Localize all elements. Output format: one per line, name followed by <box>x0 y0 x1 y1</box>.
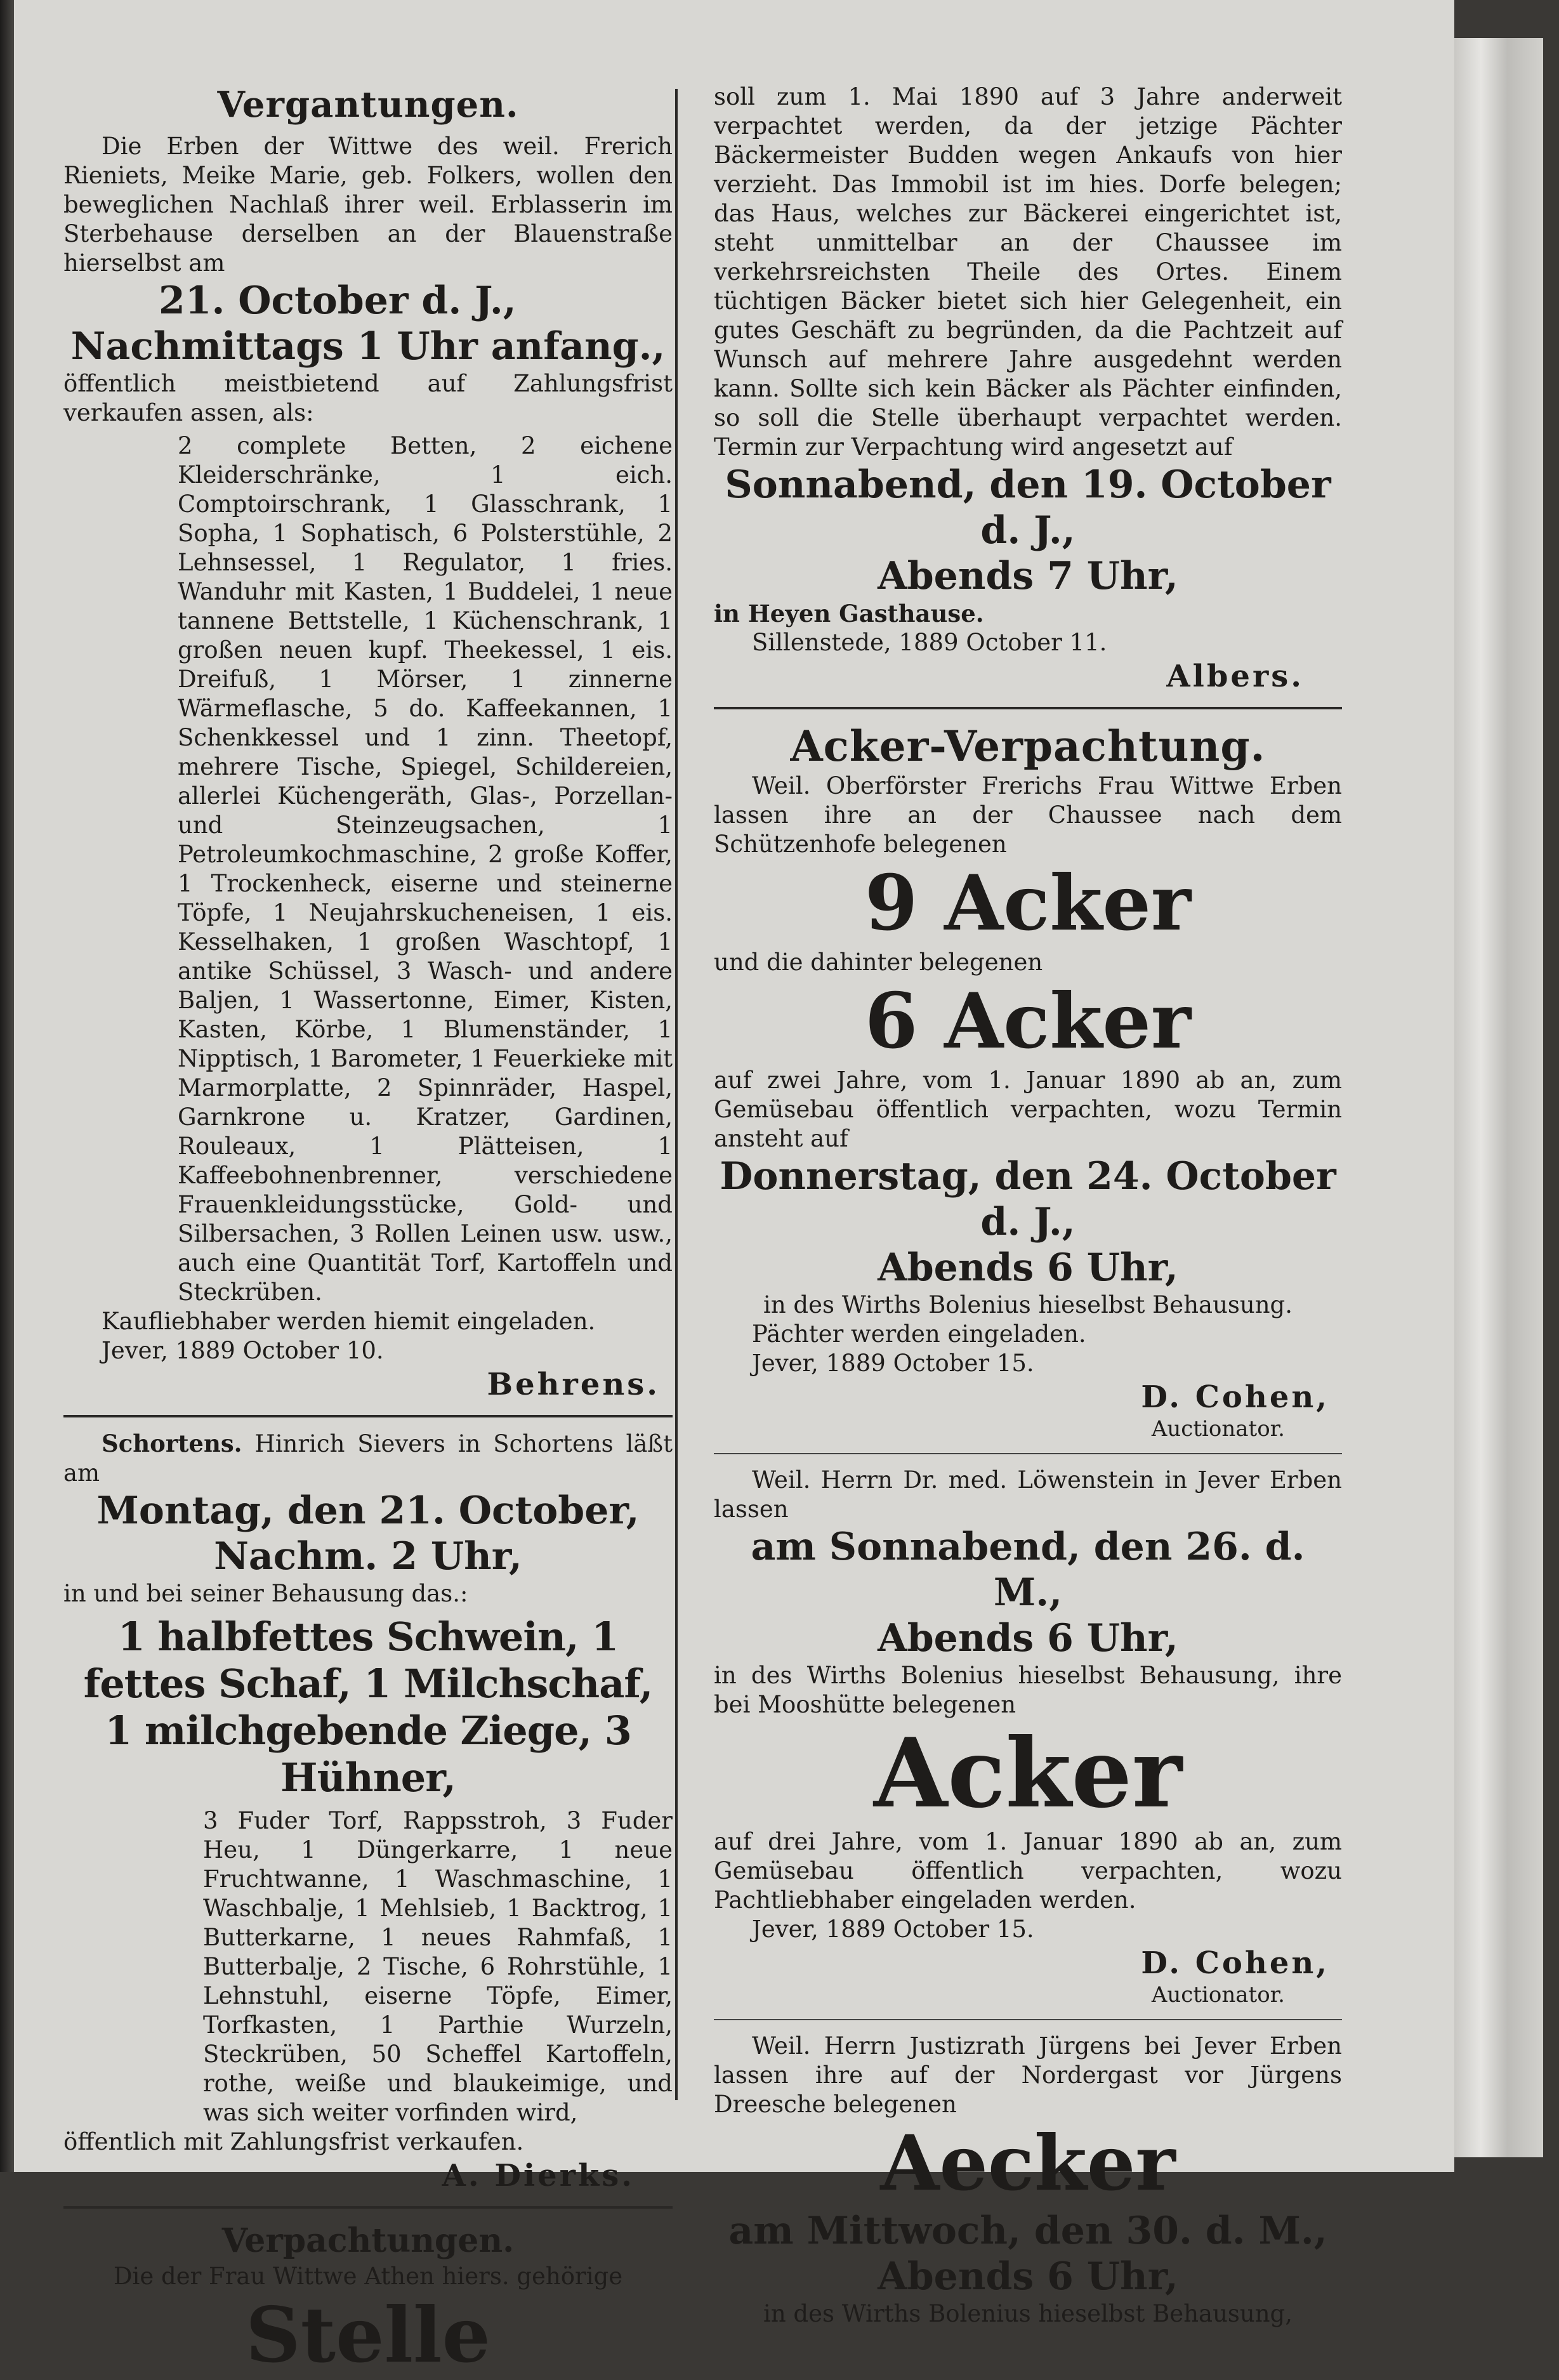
ad-signature: D. Cohen, <box>1141 1379 1329 1415</box>
ad-terms: auf drei Jahre, vom 1. Januar 1890 ab an, zum Gemüsebau öffentlich verpachten, wozu Pachtliebhaber eingeladen werden. <box>714 1828 1342 1914</box>
ad-headline: 1 halbfettes Schwein, 1 fettes Schaf, 1 Milchschaf, 1 milchgebende Ziege, 3 Hühner, <box>83 1614 653 1801</box>
ad-intro: Die Erben der Wittwe des weil. Frerich Rieniets, Meike Marie, geb. Folkers, wollen den beweglichen Nachlaß ihrer weil. Erblasserin im Sterbehause derselben an der Blauenstraße hierselbst am <box>63 133 673 277</box>
ad-signature: Albers. <box>1166 659 1304 694</box>
ad-vergantungen <box>63 82 673 1404</box>
left-column <box>63 82 673 2380</box>
ad-time: Abends 7 Uhr, <box>878 554 1178 598</box>
right-column <box>714 82 1342 2329</box>
ad-terms: auf zwei Jahre, vom 1. Januar 1890 ab an, zum Gemüsebau öffentlich verpachten, wozu Termin ansteht auf <box>714 1067 1342 1152</box>
ad-big-acker-6: 6 Acker <box>864 976 1192 1066</box>
ad-schortens <box>63 1429 673 2195</box>
ad-place-date: Sillenstede, 1889 October 11. <box>752 629 1107 656</box>
ad-signature: A. Dierks. <box>442 2158 635 2193</box>
ad-text: soll zum 1. Mai 1890 auf 3 Jahre anderweit verpachtet werden, da der jetzige Pächter Bäckermeister Budden wegen Ankaufs von hier verzieht. Das Immobil ist im hies. Dorfe belegen; das Haus, welches zur Bäckerei eingerichtet ist, steht unmittelbar an der Chaussee im verkehrsreichsten Theile des Ortes. Einem tüchtigen Bäcker bietet sich hier Gelegenheit, ein gutes Geschäft zu begründen, da die Pachtzeit auf Wunsch auf mehrere Jahre ausgedehnt werden kann. Sollte sich kein Bäcker als Pächter einfinden, so soll die Stelle überhaupt verpachtet werden. Termin zur Verpachtung wird angesetzt auf <box>714 83 1342 461</box>
ad-invite: Kaufliebhaber werden hiemit eingeladen. <box>102 1308 596 1335</box>
ad-date: am Mittwoch, den 30. d. M., <box>728 2209 1327 2253</box>
ad-time: Nachmittags 1 Uhr anfang., <box>70 324 666 369</box>
column-divider <box>675 89 678 2100</box>
ad-juergens <box>714 2032 1342 2329</box>
ad-intro: Hinrich Sievers in Schortens läßt am <box>63 1430 673 1487</box>
page-edge <box>1454 38 1543 2157</box>
ad-intro: Weil. Oberförster Frerichs Frau Wittwe Erben lassen ihre an der Chaussee nach dem Schützenhofe belegenen <box>714 772 1342 858</box>
ad-divider <box>63 1415 673 1417</box>
ad-invite: Pächter werden eingeladen. <box>752 1320 1086 1348</box>
ad-acker-verpachtung <box>714 721 1342 1442</box>
ad-sig-title: Auctionator. <box>1151 1416 1285 1442</box>
ad-date: Sonnabend, den 19. October d. J., <box>725 463 1331 553</box>
ad-date: am Sonnabend, den 26. d. M., <box>751 1525 1305 1615</box>
ad-heading: Vergantungen. <box>217 84 519 126</box>
ad-headline: Stelle <box>246 2291 490 2380</box>
ad-place-date: Jever, 1889 October 10. <box>102 1337 384 1364</box>
ad-signature: D. Cohen, <box>1141 1945 1329 1981</box>
ad-date: Montag, den 21. October, <box>96 1489 640 1533</box>
ad-heading: Acker-Verpachtung. <box>790 721 1266 771</box>
ad-place: Schortens. <box>102 1430 242 1457</box>
ad-divider <box>714 2019 1342 2020</box>
ad-items: 3 Fuder Torf, Rappsstroh, 3 Fuder Heu, 1 Düngerkarre, 1 neue Fruchtwanne, 1 Waschmaschine, 1 Waschbalje, 1 Mehlsieb, 1 Backtrog, 1 Butterkarne, 1 neues Rahmfaß, 1 Butterbalje, 2 Tische, 6 Rohrstühle, 1 Lehnstuhl, eiserne Töpfe, Eimer, Torfkasten, 1 Parthie Wurzeln, Steckrüben, 50 Scheffel Kartoffeln, rothe, weiße und blaukeimige, und was sich weiter vorfinden wird, <box>203 1807 673 2126</box>
ad-items: 2 complete Betten, 2 eichene Kleiderschränke, 1 eich. Comptoirschrank, 1 Glasschrank, 1 Sopha, 1 Sophatisch, 6 Polsterstühle, 2 Lehnsessel, 1 Regulator, 1 fries. Wanduhr mit Kasten, 1 Buddelei, 1 neue tannene Bettstelle, 1 Küchenschrank, 1 großen neuen kupf. Theekessel, 1 eis. Dreifuß, 1 Mörser, 1 zinnerne Wärmeflasche, 5 do. Kaffeekannen, 1 Schenkkessel und 1 zinn. Theetopf, mehrere Tische, Spiegel, Schildereien, allerlei Küchengeräth, Glas-, Porzellan- und Steinzeugsachen, 1 Petroleumkochmaschine, 2 große Koffer, 1 Trockenheck, eiserne und steinerne Töpfe, 1 Neujahrskucheneisen, 1 eis. Kesselhaken, 1 großen Waschtopf, 1 antike Schüssel, 3 Wasch- und andere Baljen, 1 Wassertonne, Eimer, Kisten, Kasten, Körbe, 1 Blumenständer, 1 Nipptisch, 1 Barometer, 1 Feuerkieke mit Marmorplatte, 2 Spinnräder, Haspel, Garnkrone u. Kratzer, Gardinen, Rouleaux, 1 Plätteisen, 1 Kaffeebohnenbrenner, verschiedene Frauenkleidungsstücke, Gold- und Silbersachen, 3 Rollen Leinen usw. usw., auch eine Quantität Torf, Kartoffeln und Steckrüben. <box>178 432 673 1306</box>
ad-place-date: Jever, 1889 October 15. <box>752 1916 1034 1943</box>
ad-date: 21. October d. J., <box>159 279 516 323</box>
ad-time: Abends 6 Uhr, <box>878 1616 1178 1660</box>
ad-location: in des Wirths Bolenius hieselbst Behausung, <box>763 2300 1293 2327</box>
ad-time: Nachm. 2 Uhr, <box>214 1534 522 1579</box>
ad-stelle-continued <box>714 82 1342 695</box>
ad-divider <box>714 707 1342 709</box>
ad-signature: Behrens. <box>487 1367 660 1402</box>
ad-intro: Weil. Herrn Justizrath Jürgens bei Jever Erben lassen ihre auf der Nordergast vor Jürgens Dreesche belegenen <box>714 2032 1342 2118</box>
ad-intro: Die der Frau Wittwe Athen hiers. gehörige <box>113 2263 623 2290</box>
ad-big-acker-9: 9 Acker <box>864 858 1192 948</box>
ad-big-acker: Acker <box>873 1718 1183 1829</box>
ad-location: in des Wirths Bolenius hieselbst Behausung, ihre bei Mooshütte belegenen <box>714 1662 1342 1718</box>
ad-time: Abends 6 Uhr, <box>878 2254 1178 2299</box>
ad-location: in Heyen Gasthause. <box>714 600 984 628</box>
ad-verpachtungen <box>63 2220 673 2380</box>
ad-mid: und die dahinter belegenen <box>714 949 1043 976</box>
ad-divider <box>63 2206 673 2209</box>
ad-place-date: Jever, 1889 October 15. <box>752 1350 1034 1377</box>
ad-divider <box>714 1453 1342 1454</box>
ad-heading: Verpachtungen. <box>221 2221 515 2260</box>
ad-big-aecker: Aecker <box>880 2119 1176 2208</box>
ad-intro: Weil. Herrn Dr. med. Löwenstein in Jever Erben lassen <box>714 1466 1342 1523</box>
ad-sig-title: Auctionator. <box>1151 1982 1285 2008</box>
ad-location: in des Wirths Bolenius hieselbst Behausung. <box>763 1291 1293 1318</box>
ad-sale: öffentlich meistbietend auf Zahlungsfrist verkaufen assen, als: <box>63 370 673 426</box>
ad-time: Abends 6 Uhr, <box>878 1246 1178 1290</box>
ad-location: in und bei seiner Behausung das.: <box>63 1580 468 1607</box>
binding-shadow <box>0 0 14 2172</box>
ad-loewenstein <box>714 1466 1342 2008</box>
ad-sale: öffentlich mit Zahlungsfrist verkaufen. <box>63 2128 524 2155</box>
ad-date: Donnerstag, den 24. October d. J., <box>720 1154 1336 1244</box>
